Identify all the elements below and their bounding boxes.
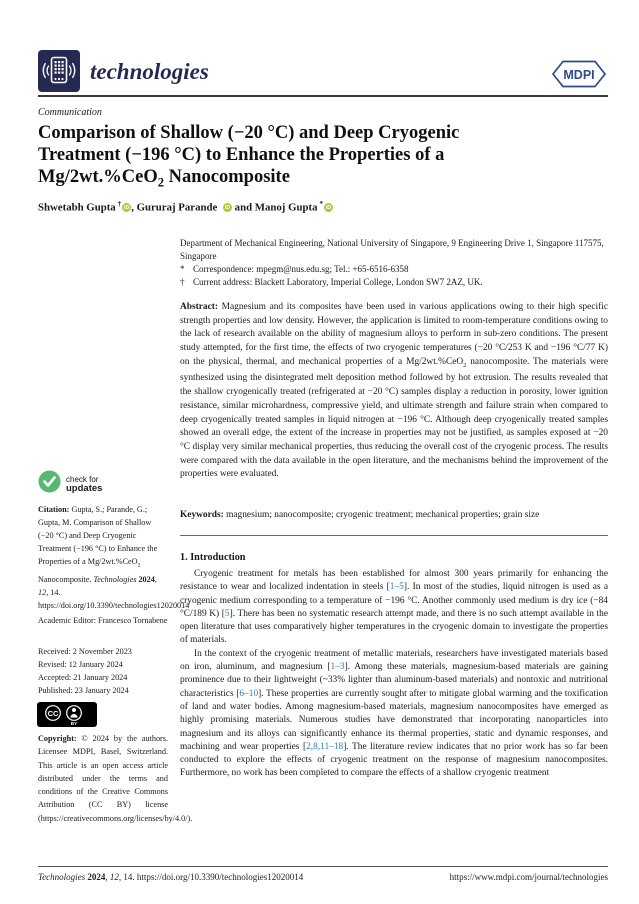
orcid-icon[interactable]: iD: [123, 204, 130, 211]
date-revised: Revised: 12 January 2024: [38, 660, 123, 669]
paragraph: [180, 648, 608, 781]
text-segment: ,: [105, 872, 110, 882]
abstract: [180, 301, 608, 482]
correspondence-label: Correspondence:: [193, 264, 257, 274]
text-segment: © 2024 by the authors. Licensee MDPI, Basel, Switzerland. This article is an open access article distributed under the terms and conditions of the Creative Commons Attribution (CC BY) license (https://creativecommons.org/licenses/by/4.0/).: [38, 734, 193, 823]
journal-name: technologies: [90, 59, 209, 84]
current-address-marker: †: [180, 277, 185, 287]
date-received: Received: 2 November 2023: [38, 647, 132, 656]
academic-editor: Academic Editor: Francesco Tornabene: [38, 616, 168, 625]
text-segment: Technologies: [38, 872, 86, 882]
date-accepted: Accepted: 21 January 2024: [38, 673, 128, 682]
affiliation: Department of Mechanical Engineering, National University of Singapore, 9 Engineering Drive 1, Singapore 117575, Singapore: [180, 238, 604, 261]
text-segment: , 14. https://doi.org/10.3390/technologies12020014: [118, 872, 304, 882]
person-icon: [72, 708, 76, 712]
text-segment: ]. In most of the studies, liquid nitrogen is used as a cryogenic medium corresponding to a temperature of −196 °C. Another commonly used medium is dry ice (−84 °C/189 K) [: [180, 582, 608, 619]
author-name: Gururaj Parande: [136, 201, 218, 214]
text-segment: Citation:: [38, 505, 72, 514]
citation-link[interactable]: 2,8,11–18: [306, 741, 344, 752]
introduction-text: [180, 568, 608, 781]
current-address-text: Current address: Blackett Laboratory, Imperial College, London SW7 2AZ, UK.: [193, 277, 483, 287]
text-segment: 2024: [138, 574, 155, 584]
citation-link[interactable]: 5: [224, 608, 230, 619]
orcid-icon[interactable]: iD: [325, 204, 332, 211]
footer-journal-url[interactable]: https://www.mdpi.com/journal/technologies: [449, 872, 608, 882]
text-segment: In the context of the cryogenic treatment of metallic materials, researchers have investigated materials based on iron, aluminum, and magnesium [: [180, 648, 608, 673]
text-segment: , 14. https://doi.org/10.3390/technologies12020014: [38, 587, 190, 610]
text-segment: 12: [38, 587, 47, 597]
citation-link[interactable]: 1–3: [330, 662, 345, 673]
citation-block: [38, 503, 190, 612]
citation-link[interactable]: 6–10: [239, 688, 259, 699]
date-published: Published: 23 January 2024: [38, 686, 129, 695]
author-name: Manoj Gupta: [254, 201, 318, 214]
text-segment: Cryogenic treatment for metals has been established for almost 300 years primarily for enhancing the resistance to wear and localized indentation in steels [: [180, 569, 608, 593]
text-segment: nanocomposite. The materials were synthesized using the disintegrated melt deposition method followed by hot extrusion. The results revealed that the shallow cryogenically treated (refrigerated at −20 °C) samples display a reduction in porosity, lower ignition resistance, similar microhardness, compressive yield, and ultimate strength and failure strain when compared to deep cryogenically treated samples in liquid nitrogen at −196 °C. Although deep cryogenically treated samples showed an overall edge, the extent of the increase in properties may not be justified, as samples exposed at −20 °C display very similar mechanical properties, thus reducing the overall cost of the cryogenic process. The results were compared with the data available in the open literature, and the mechanisms behind the improvement of the properties were evaluated.: [180, 356, 608, 480]
copyright-notice: [38, 732, 193, 825]
text-segment: 2: [157, 175, 165, 190]
check-for-updates-label: check for updates: [66, 475, 103, 494]
text-segment: ]. There has been no systematic research attempt made, and there is no such attempt available in the open literature that uses comparatively higher temperatures in the cryogenic domain to investigate the properties of materials.: [180, 608, 609, 646]
paragraph: [180, 568, 608, 648]
text-segment: Keywords:: [180, 510, 227, 520]
article-type: Communication: [38, 107, 102, 118]
section-heading: 1. Introduction: [180, 552, 246, 563]
text-segment: Nanocomposite.: [38, 574, 94, 584]
text-segment: ]. Among these materials, magnesium-based materials are gaining prominence due to their lightweight (~33% lighter than aluminum-based materials) and nontoxic and nutritional characteristics [: [180, 662, 609, 699]
keywords-divider: [180, 535, 608, 536]
author-marker: †: [117, 200, 122, 208]
text-segment: ]. The literature review indicates that no prior work has so far been conducted to explore the effects of cryogenic treatment on the response of magnesium nanocomposites. Furthermore, no work has been completed to compare the effects of a shallow cryogenic treatment: [180, 741, 608, 779]
author-name: Shwetabh Gupta: [38, 201, 116, 214]
text-segment: 2: [137, 562, 141, 569]
text-segment: magnesium; nanocomposite; cryogenic treatment; mechanical properties; grain size: [226, 510, 540, 520]
text-segment: Gupta, S.; Parande, G.; Gupta, M. Comparison of Shallow (−20 °C) and Deep Cryogenic Treatment (−196 °C) to Enhance the Properties of a Mg/2wt.%CeO: [38, 505, 158, 566]
author-separator: ,: [131, 201, 137, 214]
text-segment: 2024: [87, 872, 106, 882]
title-line-1: Comparison of Shallow (−20 °C) and Deep Cryogenic: [38, 123, 460, 143]
mdpi-logo-icon: [550, 58, 608, 95]
footer-divider: [38, 866, 608, 867]
text-segment: Technologies: [93, 574, 137, 584]
text-segment: Copyright:: [38, 734, 82, 743]
correspondence-text: [193, 263, 409, 276]
author-marker: *: [319, 200, 323, 208]
affiliation-block: [180, 237, 608, 289]
cc-by-license-badge[interactable]: [37, 702, 97, 732]
author-separator: and: [231, 201, 255, 214]
current-address-line: [180, 276, 608, 289]
text-segment: ,: [154, 574, 157, 584]
correspondence-line: [180, 263, 608, 276]
mdpi-label: MDPI: [563, 68, 595, 82]
header-divider: [38, 95, 608, 97]
text-segment: ]. These properties are currently sought after to mitigate global warming and the toxification of land and water bodies. Among magnesium-based materials, magnesium nanocomposites have emerged as highly promising materials. Numerous studies have demonstrated that incorporating nanoparticles into magnesium and its alloys can significantly enhance its thermal properties, static and dynamic responses, and machining and wear properties [: [180, 688, 608, 752]
footer-citation[interactable]: [38, 872, 303, 882]
check-circle-icon: [38, 470, 61, 498]
text-segment: Magnesium and its composites have been used in various applications owing to their high specific strength properties and low density. However, the application is limited to room-temperature conditions owing to the lack of research available on the ability of magnesium alloys to perform in sub-zero conditions. The present study attempted, for the first time, the effects of two cryogenic temperatures (−20 °C/253 K and −196 °C/77 K) on the physical, thermal, and mechanical properties of a Mg/2wt.%CeO: [180, 302, 608, 367]
technologies-logo-icon: [38, 50, 80, 97]
correspondence-marker: *: [180, 264, 185, 274]
text-segment: 12: [109, 872, 119, 882]
orcid-icon[interactable]: iD: [224, 204, 231, 211]
title-line-2: Treatment (−196 °C) to Enhance the Properties of a: [38, 145, 445, 165]
author-list: [38, 200, 333, 214]
correspondence-email[interactable]: mpegm@nus.edu.sg: [256, 264, 330, 274]
text-segment: 2: [463, 361, 467, 369]
cc-icon: CC: [47, 708, 59, 718]
check-for-updates-button[interactable]: [38, 470, 102, 498]
citation-link[interactable]: 1–5: [389, 582, 404, 593]
text-segment: Mg/2wt.%CeO: [38, 167, 158, 187]
text-segment: Abstract:: [180, 302, 222, 312]
text-segment: Nanocomposite: [164, 167, 290, 187]
correspondence-tel: ; Tel.: +65-6516-6358: [329, 264, 409, 274]
article-title: [38, 122, 603, 194]
keywords: [180, 509, 608, 523]
by-label: BY: [70, 721, 78, 727]
title-line-3: [38, 166, 603, 194]
article-dates: [38, 645, 168, 697]
